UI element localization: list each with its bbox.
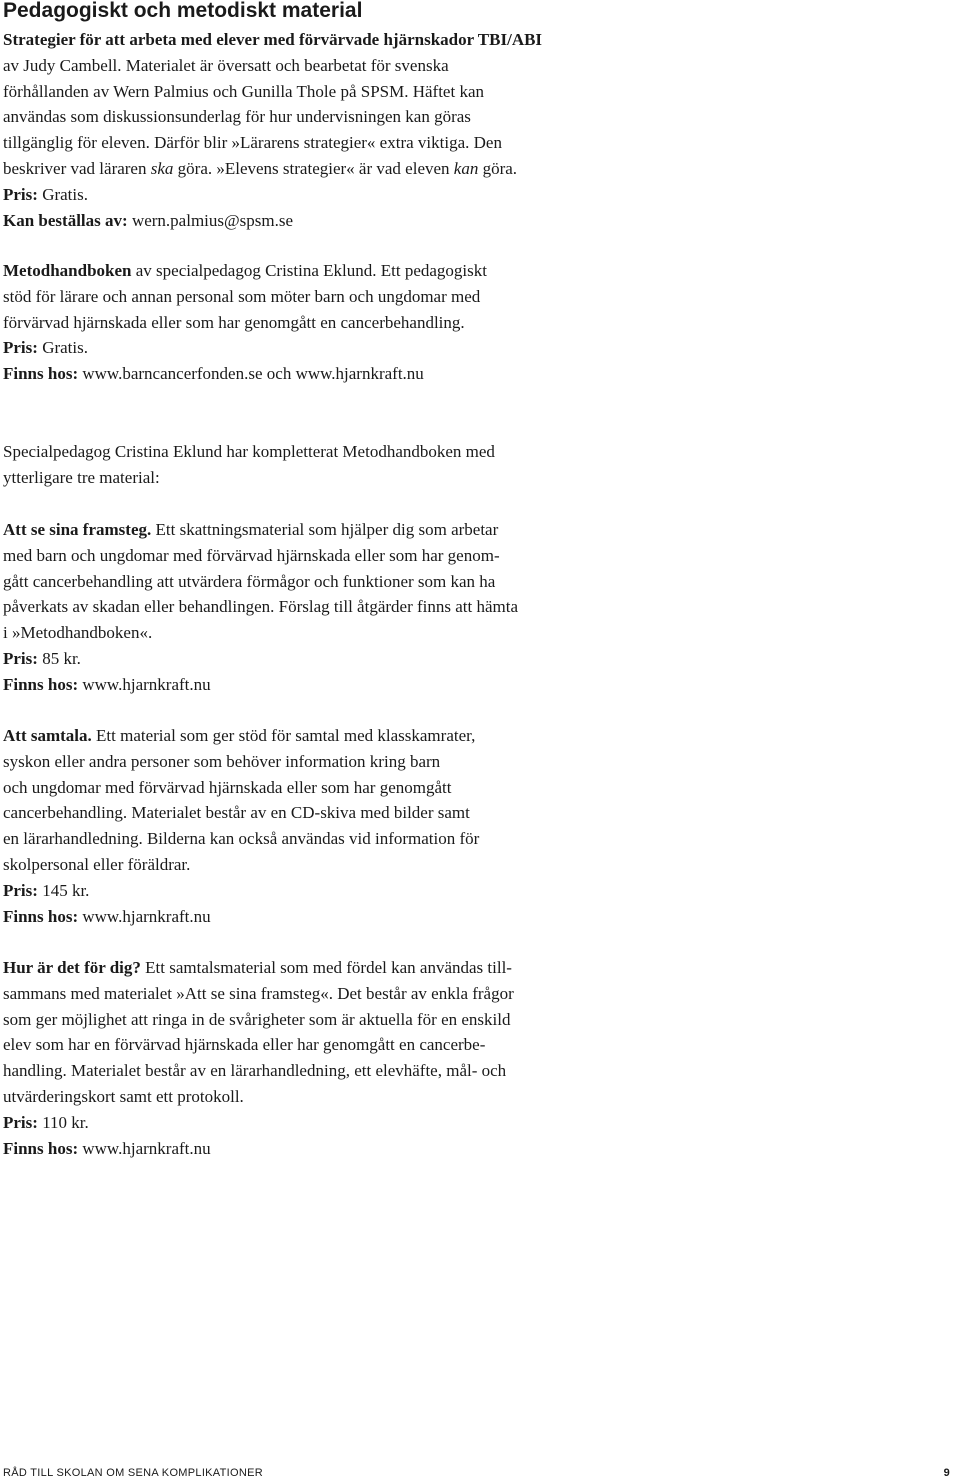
section-hur-ar-det <box>3 955 603 1161</box>
website-link[interactable]: www.hjarnkraft.nu <box>78 1138 211 1158</box>
body-line: Metodhandboken av specialpedagog Cristina Eklund. Ett pedagogiskt <box>3 261 487 280</box>
section-intro <box>3 439 603 491</box>
price-line: Pris: 85 kr. <box>3 648 81 668</box>
body-line: cancerbehandling. Materialet består av en CD-skiva med bilder samt <box>3 803 470 823</box>
section-title: Metodhandboken <box>3 261 132 280</box>
body-line: stöd för lärare och annan personal som möter barn och ungdomar med <box>3 286 481 306</box>
body-line: förvärvad hjärnskada eller som har genomgått en cancerbehandling. <box>3 312 465 332</box>
section-title: Att se sina framsteg. <box>3 520 152 539</box>
body-line: i »Metodhandboken«. <box>3 623 153 643</box>
footer-text: RÅD TILL SKOLAN OM SENA KOMPLIKATIONER <box>3 1467 263 1479</box>
found-line: Finns hos: www.hjarnkraft.nu <box>3 674 211 694</box>
page-title: Pedagogiskt och metodiskt material <box>3 0 363 22</box>
body-line: ytterligare tre material: <box>3 467 160 487</box>
page-number: 9 <box>943 1467 950 1479</box>
body-line: skolpersonal eller föräldrar. <box>3 854 191 874</box>
body-line: Specialpedagog Cristina Eklund har kompletterat Metodhandboken med <box>3 442 495 461</box>
price-line: Pris: 110 kr. <box>3 1112 89 1132</box>
body-line: handling. Materialet består av en lärarhandledning, ett elevhäfte, mål- och <box>3 1061 507 1081</box>
body-line: av Judy Cambell. Materialet är översatt och bearbetat för svenska <box>3 55 449 75</box>
found-line: Finns hos: www.hjarnkraft.nu <box>3 1138 211 1158</box>
body-line: och ungdomar med förvärvad hjärnskada eller som har genomgått <box>3 777 452 797</box>
body-line: elev som har en förvärvad hjärnskada eller har genomgått en cancerbe- <box>3 1035 486 1055</box>
email-link[interactable]: wern.palmius@spsm.se <box>127 210 294 230</box>
order-line: Kan beställas av: wern.palmius@spsm.se <box>3 210 294 230</box>
body-line: sammans med materialet »Att se sina framsteg«. Det består av enkla frågor <box>3 983 514 1003</box>
section-samtala <box>3 723 603 929</box>
section-strategier <box>3 27 603 233</box>
section-title: Hur är det för dig? <box>3 958 141 977</box>
body-line: tillgänglig för eleven. Därför blir »Lärarens strategier« extra viktiga. Den <box>3 133 502 153</box>
body-line: förhållanden av Wern Palmius och Gunilla Thole på SPSM. Häftet kan <box>3 81 484 101</box>
body-line: utvärderingskort samt ett protokoll. <box>3 1086 244 1106</box>
body-line: Att samtala. Ett material som ger stöd för samtal med klasskamrater, <box>3 726 476 745</box>
website-link[interactable]: www.hjarnkraft.nu <box>78 674 211 694</box>
body-line: en lärarhandledning. Bilderna kan också användas vid information för <box>3 829 480 849</box>
section-metodhandboken <box>3 258 603 387</box>
body-line: med barn och ungdomar med förvärvad hjärnskada eller som har genom- <box>3 545 500 565</box>
section-title: Strategier för att arbeta med elever med förvärvade hjärnskador TBI/ABI <box>3 30 543 49</box>
section-title: Att samtala. <box>3 726 92 745</box>
found-line: Finns hos: www.barncancerfonden.se och www.hjarnkraft.nu <box>3 364 424 384</box>
section-framsteg <box>3 517 603 698</box>
website-link[interactable]: www.hjarnkraft.nu <box>78 906 211 926</box>
found-line: Finns hos: www.hjarnkraft.nu <box>3 906 211 926</box>
website-link[interactable]: www.barncancerfonden.se och www.hjarnkraft.nu <box>78 364 424 384</box>
body-line: Att se sina framsteg. Ett skattningsmaterial som hjälper dig som arbetar <box>3 520 499 539</box>
body-line: syskon eller andra personer som behöver information kring barn <box>3 751 441 771</box>
body-line: användas som diskussionsunderlag för hur undervisningen kan göras <box>3 107 471 127</box>
body-line: beskriver vad läraren ska göra. »Elevens strategier« är vad eleven kan göra. <box>3 158 518 178</box>
body-line: Hur är det för dig? Ett samtalsmaterial som med fördel kan användas till- <box>3 958 512 977</box>
page-footer <box>3 1466 950 1480</box>
body-line: gått cancerbehandling att utvärdera förmågor och funktioner som kan ha <box>3 571 496 591</box>
body-line: som ger möjlighet att ringa in de svårigheter som är aktuella för en enskild <box>3 1009 511 1029</box>
body-line: påverkats av skadan eller behandlingen. Förslag till åtgärder finns att hämta <box>3 597 519 617</box>
price-line: Pris: Gratis. <box>3 184 88 204</box>
price-line: Pris: 145 kr. <box>3 880 90 900</box>
price-line: Pris: Gratis. <box>3 338 88 358</box>
